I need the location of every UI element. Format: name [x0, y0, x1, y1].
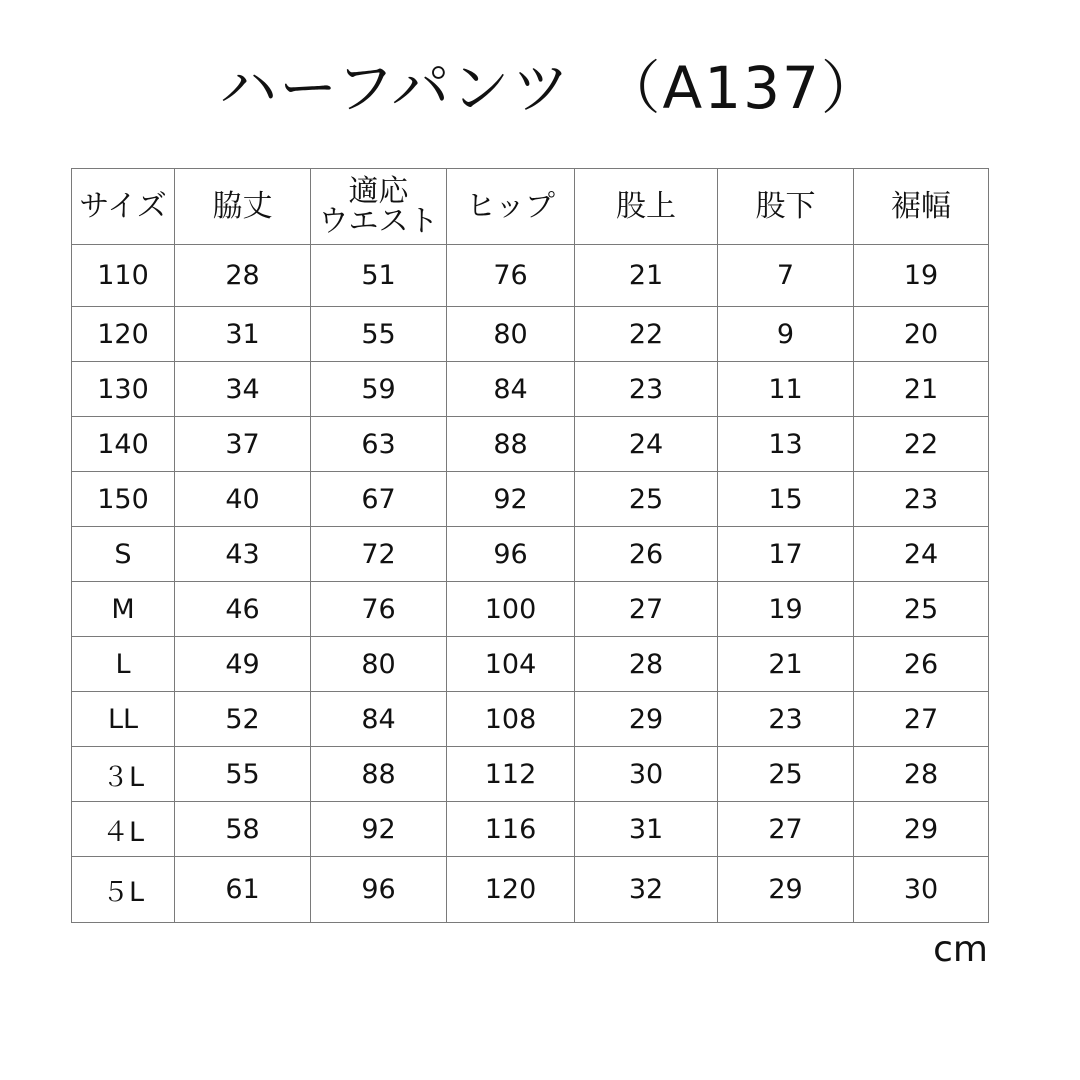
cell-side-length: 37 — [175, 417, 311, 472]
cell-waist: 59 — [311, 362, 447, 417]
cell-hip: 116 — [447, 802, 575, 857]
cell-hem-width: 29 — [854, 802, 989, 857]
page-title: ハーフパンツ （A137） — [219, 54, 881, 122]
cell-side-length: 40 — [175, 472, 311, 527]
header-hem-width: 裾幅 — [854, 169, 989, 245]
table-row — [72, 417, 989, 472]
cell-hip: 92 — [447, 472, 575, 527]
cell-waist: 80 — [311, 637, 447, 692]
cell-waist: 84 — [311, 692, 447, 747]
cell-waist: 72 — [311, 527, 447, 582]
cell-inseam: 25 — [718, 747, 854, 802]
cell-waist: 76 — [311, 582, 447, 637]
unit-label: cm — [933, 929, 988, 970]
header-side-length: 脇丈 — [175, 169, 311, 245]
cell-hem-width: 21 — [854, 362, 989, 417]
cell-rise: 21 — [575, 245, 718, 307]
size-chart-table — [71, 168, 989, 923]
cell-rise: 25 — [575, 472, 718, 527]
cell-size: ５L — [72, 857, 175, 923]
cell-size: S — [72, 527, 175, 582]
cell-side-length: 49 — [175, 637, 311, 692]
cell-size: M — [72, 582, 175, 637]
table-row — [72, 527, 989, 582]
cell-inseam: 23 — [718, 692, 854, 747]
cell-hip: 96 — [447, 527, 575, 582]
table-row — [72, 802, 989, 857]
cell-rise: 24 — [575, 417, 718, 472]
cell-hem-width: 25 — [854, 582, 989, 637]
cell-size: 150 — [72, 472, 175, 527]
header-hip: ヒップ — [447, 169, 575, 245]
cell-side-length: 31 — [175, 307, 311, 362]
cell-side-length: 58 — [175, 802, 311, 857]
table-row — [72, 245, 989, 307]
cell-hem-width: 28 — [854, 747, 989, 802]
cell-size: 110 — [72, 245, 175, 307]
cell-hip: 104 — [447, 637, 575, 692]
cell-waist: 51 — [311, 245, 447, 307]
cell-hem-width: 20 — [854, 307, 989, 362]
cell-size: ３L — [72, 747, 175, 802]
cell-size: L — [72, 637, 175, 692]
cell-hip: 120 — [447, 857, 575, 923]
cell-inseam: 9 — [718, 307, 854, 362]
header-row — [72, 169, 989, 245]
cell-side-length: 28 — [175, 245, 311, 307]
cell-hem-width: 27 — [854, 692, 989, 747]
header-waist-line-1: 適応 — [348, 173, 409, 209]
cell-waist: 88 — [311, 747, 447, 802]
cell-hip: 84 — [447, 362, 575, 417]
cell-hip: 76 — [447, 245, 575, 307]
table-row — [72, 857, 989, 923]
cell-rise: 23 — [575, 362, 718, 417]
cell-inseam: 15 — [718, 472, 854, 527]
cell-rise: 30 — [575, 747, 718, 802]
cell-side-length: 34 — [175, 362, 311, 417]
cell-size: 120 — [72, 307, 175, 362]
cell-rise: 26 — [575, 527, 718, 582]
cell-hem-width: 26 — [854, 637, 989, 692]
cell-rise: 22 — [575, 307, 718, 362]
cell-size: 130 — [72, 362, 175, 417]
cell-side-length: 46 — [175, 582, 311, 637]
header-waist — [311, 169, 447, 245]
cell-inseam: 13 — [718, 417, 854, 472]
cell-waist: 92 — [311, 802, 447, 857]
cell-hem-width: 23 — [854, 472, 989, 527]
cell-hip: 108 — [447, 692, 575, 747]
cell-hem-width: 19 — [854, 245, 989, 307]
table-row — [72, 692, 989, 747]
cell-rise: 27 — [575, 582, 718, 637]
cell-hem-width: 22 — [854, 417, 989, 472]
cell-inseam: 27 — [718, 802, 854, 857]
cell-side-length: 52 — [175, 692, 311, 747]
cell-hip: 88 — [447, 417, 575, 472]
cell-size: 140 — [72, 417, 175, 472]
cell-rise: 32 — [575, 857, 718, 923]
cell-hem-width: 24 — [854, 527, 989, 582]
table-row — [72, 582, 989, 637]
cell-rise: 29 — [575, 692, 718, 747]
cell-size: ４L — [72, 802, 175, 857]
header-inseam: 股下 — [718, 169, 854, 245]
cell-side-length: 55 — [175, 747, 311, 802]
cell-side-length: 61 — [175, 857, 311, 923]
table-row — [72, 747, 989, 802]
header-waist-line-2: ウエスト — [318, 203, 439, 239]
cell-rise: 28 — [575, 637, 718, 692]
table-row — [72, 637, 989, 692]
header-rise: 股上 — [575, 169, 718, 245]
cell-side-length: 43 — [175, 527, 311, 582]
table-row — [72, 362, 989, 417]
table-body — [72, 245, 989, 923]
header-size: サイズ — [72, 169, 175, 245]
cell-hip: 100 — [447, 582, 575, 637]
cell-waist: 67 — [311, 472, 447, 527]
cell-inseam: 7 — [718, 245, 854, 307]
cell-hem-width: 30 — [854, 857, 989, 923]
table-row — [72, 307, 989, 362]
cell-inseam: 19 — [718, 582, 854, 637]
table-row — [72, 472, 989, 527]
cell-waist: 63 — [311, 417, 447, 472]
cell-size: LL — [72, 692, 175, 747]
cell-hip: 112 — [447, 747, 575, 802]
cell-hip: 80 — [447, 307, 575, 362]
cell-waist: 55 — [311, 307, 447, 362]
cell-waist: 96 — [311, 857, 447, 923]
cell-inseam: 29 — [718, 857, 854, 923]
cell-rise: 31 — [575, 802, 718, 857]
cell-inseam: 17 — [718, 527, 854, 582]
cell-inseam: 21 — [718, 637, 854, 692]
cell-inseam: 11 — [718, 362, 854, 417]
